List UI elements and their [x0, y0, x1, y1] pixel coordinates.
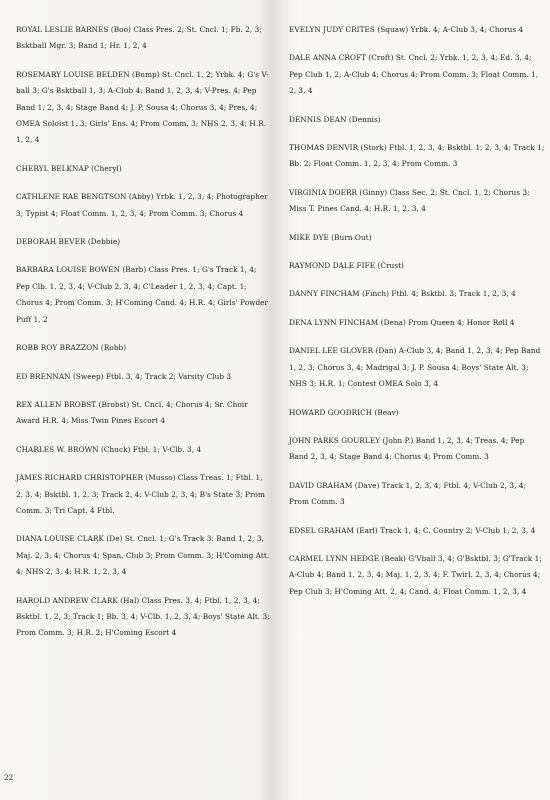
senior-entry: CATHLENE RAE BENGTSON (Abby) Yrbk. 1, 2, 3, 4; Photographer 3; Typist 4; Float Comm. 1, 2, 3, 4; Prom Comm. 3; Chorus 4 — [16, 192, 268, 218]
senior-entry: DANIEL LEE GLOVER (Dan) A-Club 3, 4; Band 1, 2, 3, 4; Pep Band 1, 2, 3; Chorus 3, 4; Madrigal 3; J. P. Sousa 4; Boys' State Alt. 3; NHS 3; H.R. 1; Contest OMEA Solo 3, 4 — [289, 346, 541, 389]
senior-entry: HAROLD ANDREW CLARK (Hal) Class Pres. 3, 4; Ftbl. 1, 2, 3, 4; Bsktbl. 1, 2, 3; Track 1; Bb. 3, 4; V-Clb. 1, 2, 3, 4; Boys' State Alt. 3; Prom Comm. 3; H.R. 2; H'Coming Escort 4 — [16, 595, 270, 638]
senior-entry: MIKE DYE (Burn Out) — [289, 232, 372, 242]
senior-entry: DENA LYNN FINCHAM (Dena) Prom Queen 4; Honor Roll 4 — [289, 317, 515, 327]
senior-entry: EDSEL GRAHAM (Earl) Track 1, 4; C. Country 2; V-Club 1, 2, 3, 4 — [289, 525, 536, 535]
senior-entry: DANNY FINCHAM (Finch) Ftbl. 4; Bsktbl. 3; Track 1, 2, 3, 4 — [289, 289, 516, 299]
senior-entry: DAVID GRAHAM (Dave) Track 1, 2, 3, 4; Ftbl. 4; V-Club 2, 3, 4; Prom Comm. 3 — [289, 480, 527, 507]
senior-entry: ED BRENNAN (Sweep) Ftbl. 3, 4; Track 2; Varsity Club 3 — [16, 371, 232, 381]
senior-entry: RAYMOND DALE FIFE (Crust) — [289, 261, 404, 271]
senior-entry: HOWARD GOODRICH (Beav) — [289, 407, 399, 417]
senior-entry: CHARLES W. BROWN (Chuck) Ftbl. 1; V-Clb. 3, 4 — [16, 444, 202, 454]
senior-entry: DALE ANNA CROFT (Croft) St. Cncl. 2; Yrbk. 1, 2, 3, 4; Ed. 3, 4; Pep Club 1, 2; A-Club 4; Chorus 4; Prom Comm. 3; Float Comm. 1, 2, 3, 4 — [289, 53, 539, 96]
senior-entry: ROSEMARY LOUISE BELDEN (Bump) St. Cncl. 1, 2; Yrbk. 4; G's V-ball 3; G's Bsktball 1, 3; A-Club 4; Band 1, 2, 3, 4; V-Pres. 4; Pep Band 1, 2, 3, 4; Stage Band 4; J. P. Sousa 4; Chorus 3, 4; Pres. 4; OMEA Soloist 1, 3; Girls' Ens. 4; Prom Comm. 3; NHS 2, 3, 4; H.R. 1, 2, 4 — [16, 69, 269, 145]
senior-entry: ROYAL LESLIE BARNES (Boo) Class Pres. 2; St. Cncl. 1; Fb. 2, 3; Bsktball Mgr. 3; Band 1; Hr. 1, 2, 4 — [16, 25, 262, 51]
senior-entry: VIRGINIA DOERR (Ginny) Class Sec. 2; St. Cncl. 1, 2; Chorus 3; Miss T. Pines Cand. 4; H.R. 1, 2, 3, 4 — [289, 187, 530, 214]
senior-entry: THOMAS DENVIR (Stork) Ftbl. 1, 2, 3, 4; Bsktbl. 1, 2, 3, 4; Track 1; Bb. 2; Float Comm. 1, 2, 3, 4; Prom Comm. 3 — [289, 143, 545, 169]
senior-entry: DIANA LOUISE CLARK (De) St. Cncl. 1; G's Track 3; Band 1, 2, 3, Maj. 2, 3, 4; Chorus 4; Span. Club 3; Prom Comm. 3; H'Coming Att. 4; NHS 2, 3, 4; H.R. 1, 2, 3, 4 — [16, 534, 270, 577]
senior-entry: JOHN PARKS GOURLEY (John P.) Band 1, 2, 3, 4; Treas. 4; Pep Band 2, 3, 4; Stage Band 4; Chorus 4; Prom Comm. 3 — [289, 435, 525, 462]
senior-entry: CHERYL BELKNAP (Cheryl) — [16, 163, 122, 173]
page-number: 22 — [4, 773, 14, 782]
senior-entry: CARMEL LYNN HEDGE (Beak) G'Vball 3, 4; G'Bsktbl. 3; G'Track 1; A-Club 4; Band 1, 2, 3, 4; Maj. 1, 2, 3, 4; F. Twirl. 2, 3, 4; Chorus 4; Pep Club 3; H'Coming Att. 2, 4; Cand. 4; Float Comm. 1, 2, 3, 4 — [289, 553, 542, 596]
senior-entry: JAMES RICHARD CHRISTOPHER (Musso) Class Treas. 1; Ftbl. 1, 2, 3, 4; Bsktbl. 1, 2, 3; Track 2, 4; V-Club 2, 3, 4; B's State 3; Prom Comm. 3; Tri Capt. 4 Ftbl. — [16, 473, 265, 515]
senior-entry: BARBARA LOUISE BOWEN (Barb) Class Pres. 1; G's Track 1, 4; Pep Clb. 1, 2, 3, 4; V-Club 2, 3, 4; C'Leader 1, 2, 3, 4; Capt. 1; Chorus 4; Prom Comm. 3; H'Coming Cand. 4; H.R. 4; Girls' Powder Puff 1, 2 — [16, 265, 269, 324]
left-column — [16, 22, 270, 654]
right-column — [289, 22, 545, 612]
senior-entry: DEBORAH BEVER (Debbie) — [16, 237, 121, 247]
senior-entry: ROBB ROY BRAZZON (Robb) — [16, 343, 127, 353]
senior-entry: EVELYN JUDY CRITES (Squaw) Yrbk. 4; A-Club 3, 4; Chorus 4 — [289, 25, 524, 34]
senior-entry: REX ALLEN BROBST (Brobst) St. Cncl. 4; Chorus 4; Sr. Choir Award H.R. 4; Miss Twin Pines Escort 4 — [16, 399, 248, 426]
senior-entry: DENNIS DEAN (Dennis) — [289, 114, 381, 124]
